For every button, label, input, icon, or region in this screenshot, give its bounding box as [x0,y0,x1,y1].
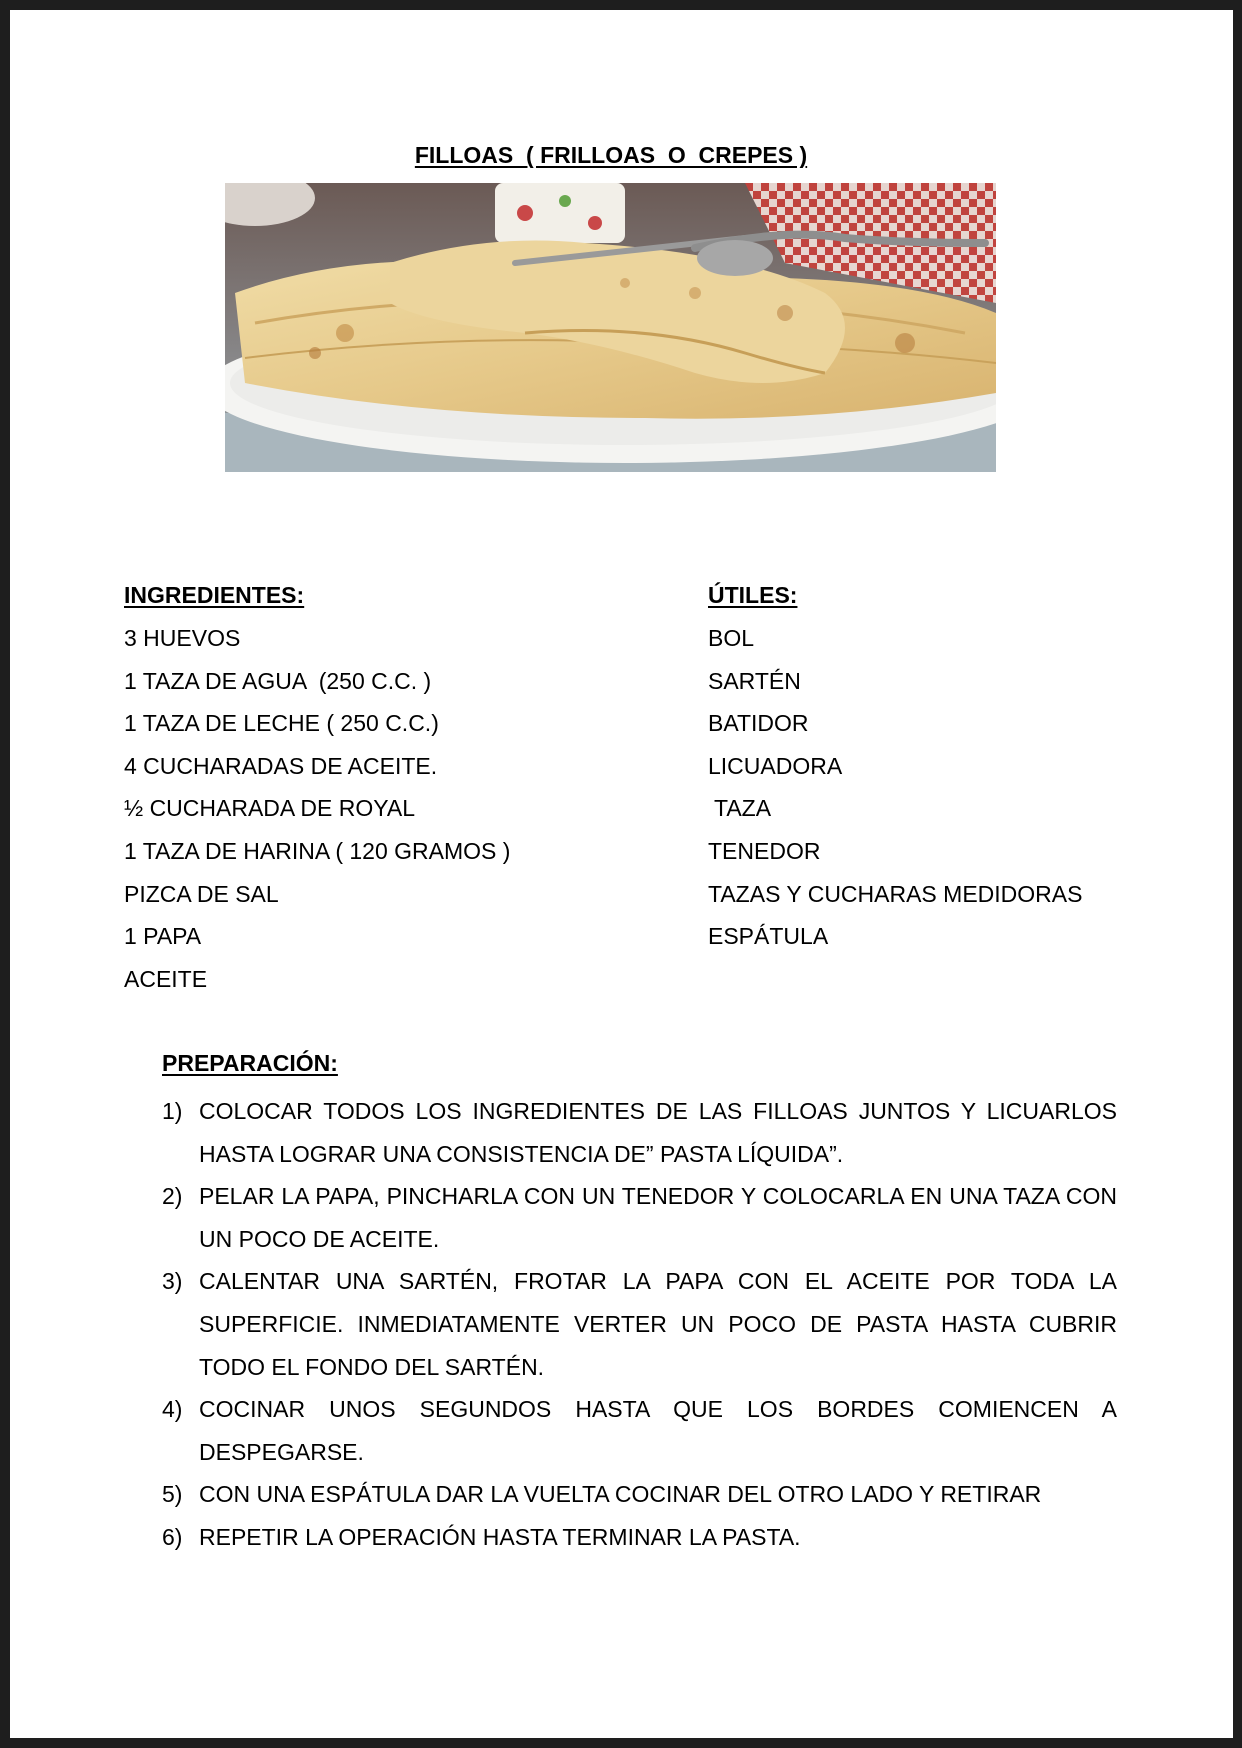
ingredient-item: ½ CUCHARADA DE ROYAL [124,795,415,822]
step-text: REPETIR LA OPERACIÓN HASTA TERMINAR LA PASTA. [199,1523,801,1550]
utensils-heading: ÚTILES: [708,582,798,608]
step-item [162,1175,1117,1260]
utensil-item: TAZA [708,795,772,822]
ingredient-item: 4 CUCHARADAS DE ACEITE. [124,752,438,779]
crepes-photo [225,183,996,472]
ingredients-heading: INGREDIENTES: [124,582,305,608]
utensil-item: ESPÁTULA [708,923,829,950]
step-text: COLOCAR TODOS LOS INGREDIENTES DE LAS FILLOAS JUNTOS Y LICUARLOS HASTA LOGRAR UNA CONSISTENCIA DE” PASTA LÍQUIDA”. [199,1098,1117,1167]
step-item [162,1516,1117,1559]
ingredient-item: 3 HUEVOS [124,625,241,651]
utensil-item: TENEDOR [708,837,821,864]
preparation-steps [162,1090,1117,1559]
step-number: 6) [162,1523,183,1550]
step-text: PELAR LA PAPA, PINCHARLA CON UN TENEDOR Y COLOCARLA EN UNA TAZA CON UN POCO DE ACEITE. [199,1183,1117,1252]
step-item [162,1260,1117,1388]
ingredient-item: 1 TAZA DE HARINA ( 120 GRAMOS ) [124,837,511,864]
step-text: CALENTAR UNA SARTÉN, FROTAR LA PAPA CON EL ACEITE POR TODA LA SUPERFICIE. INMEDIATAMENTE VERTER UN POCO DE PASTA HASTA CUBRIR TODO EL FONDO DEL SARTÉN. [199,1268,1117,1380]
utensil-item: BATIDOR [708,710,809,737]
utensils-list [708,617,1082,958]
ingredient-item: 1 PAPA [124,923,202,950]
ingredient-item: 1 TAZA DE LECHE ( 250 C.C.) [124,710,439,737]
step-number: 3) [162,1268,183,1295]
step-item [162,1473,1117,1516]
step-number: 1) [162,1098,183,1124]
step-number: 2) [162,1183,183,1210]
ingredients-list [124,617,510,1000]
step-text: COCINAR UNOS SEGUNDOS HASTA QUE LOS BORDES COMIENCEN A DESPEGARSE. [199,1396,1117,1465]
ingredient-item: ACEITE [124,965,208,992]
recipe-title: FILLOAS ( FRILLOAS O CREPES ) [414,142,808,169]
utensil-item: TAZAS Y CUCHARAS MEDIDORAS [708,880,1083,907]
ingredient-item: 1 TAZA DE AGUA (250 C.C. ) [124,667,432,694]
utensil-item: LICUADORA [708,752,843,779]
utensil-item: SARTÉN [708,667,801,694]
step-item [162,1090,1117,1175]
step-text: CON UNA ESPÁTULA DAR LA VUELTA COCINAR DEL OTRO LADO Y RETIRAR [199,1481,1042,1508]
step-item [162,1388,1117,1473]
step-number: 5) [162,1481,183,1508]
ingredient-item: PIZCA DE SAL [124,880,279,907]
preparation-heading: PREPARACIÓN: [162,1050,338,1076]
step-number: 4) [162,1396,183,1423]
crepes-photo-icon [225,183,996,472]
utensil-item: BOL [708,625,755,651]
